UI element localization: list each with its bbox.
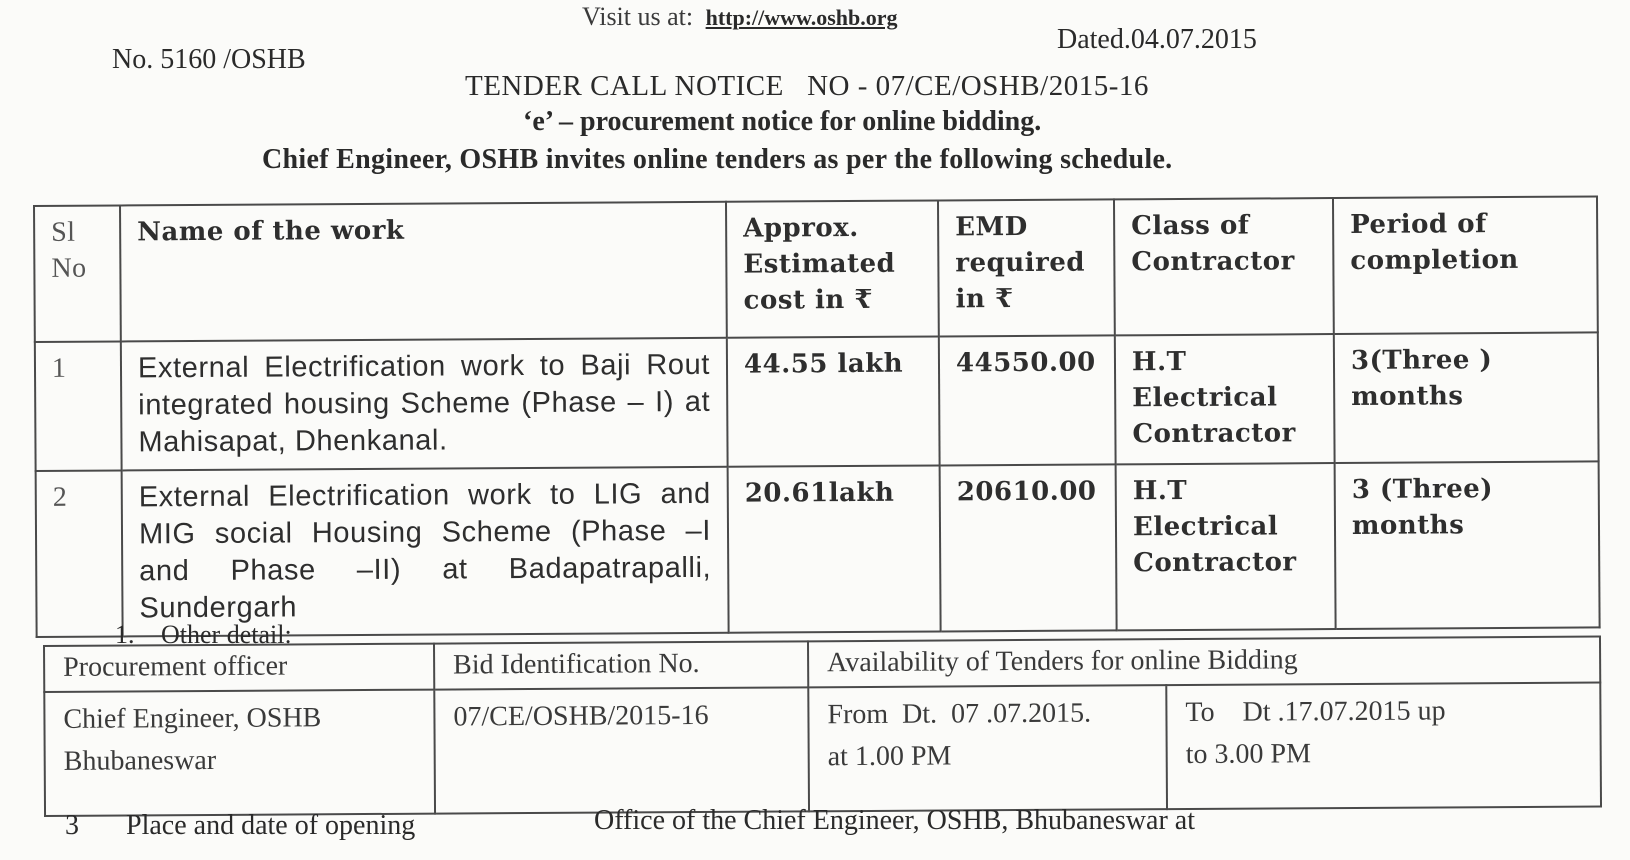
header-class: Class of Contractor	[1114, 198, 1334, 335]
e-procurement-heading: ‘e’ – procurement notice for online bidding.	[523, 106, 1042, 137]
sl-no-cell: 1	[35, 341, 122, 471]
opening-item-number: 3	[65, 810, 79, 841]
opening-place-label	[65, 810, 415, 842]
from-line-1: From Dt. 07 .07.2015.	[827, 697, 1092, 731]
work-name-cell: External Electrification work to Baji Rout integrated housing Scheme (Phase – I) at Mahisapat, Dhenkanal.	[121, 338, 728, 471]
header-emd: EMD required in ₹	[938, 199, 1115, 336]
detail-row	[44, 682, 1601, 816]
visit-label: Visit us at:	[582, 2, 694, 31]
cost-cell: 20.61lakh	[728, 465, 941, 632]
header-period: Period of completion	[1333, 196, 1598, 334]
sl-no-cell: 2	[36, 470, 123, 637]
other-detail-number: 1.	[115, 620, 135, 649]
date-line: Dated.04.07.2015	[1057, 24, 1257, 55]
bid-id-cell: 07/CE/OSHB/2015-16	[434, 687, 809, 813]
availability-from-cell	[808, 685, 1167, 811]
availability-to-cell	[1166, 682, 1601, 809]
officer-line-2: Bhubaneswar	[63, 744, 217, 777]
period-cell: 3 (Three) months	[1335, 461, 1600, 629]
officer-line-1: Chief Engineer, OSHB	[63, 702, 322, 735]
table-row	[36, 461, 1600, 637]
table-row	[35, 332, 1599, 471]
website-link[interactable]: http://www.oshb.org	[705, 5, 898, 30]
letter-number: No. 5160 /OSHB	[112, 44, 306, 75]
header-sl-no: Sl No	[34, 205, 121, 342]
other-detail-table	[43, 635, 1602, 817]
header-availability: Availability of Tenders for online Bidding	[808, 636, 1600, 687]
header-bid-id: Bid Identification No.	[434, 641, 808, 689]
opening-office: Office of the Chief Engineer, OSHB, Bhubaneswar at	[594, 805, 1195, 836]
from-line-2: at 1.00 PM	[827, 740, 952, 773]
procurement-officer-cell	[44, 690, 435, 816]
class-cell: H.T Electrical Contractor	[1116, 463, 1336, 630]
to-line-2: to 3.00 PM	[1185, 738, 1312, 771]
header-cost: Approx. Estimated cost in ₹	[726, 200, 939, 337]
header-procurement-officer: Procurement officer	[44, 644, 434, 692]
work-name-cell: External Electrification work to LIG and MIG social Housing Scheme (Phase –I and Phase –II) at Badapatrapalli, Sundergarh	[122, 467, 729, 637]
header-work-name: Name of the work	[120, 202, 727, 342]
class-cell: H.T Electrical Contractor	[1115, 334, 1335, 464]
period-cell: 3(Three ) months	[1334, 332, 1599, 463]
emd-cell: 20610.00	[940, 464, 1117, 631]
invitation-line: Chief Engineer, OSHB invites online tenders as per the following schedule.	[262, 144, 1173, 175]
cost-cell: 44.55 lakh	[727, 336, 940, 466]
notice-title: TENDER CALL NOTICE NO - 07/CE/OSHB/2015-16	[465, 70, 1149, 102]
emd-cell: 44550.00	[939, 335, 1116, 465]
website-line	[582, 2, 898, 32]
to-line-1: To Dt .17.07.2015 up	[1185, 695, 1446, 729]
tender-schedule-table	[33, 195, 1601, 638]
other-detail-label: Other detail:	[161, 620, 292, 649]
table-header-row	[34, 196, 1598, 342]
opening-label: Place and date of opening	[126, 810, 416, 841]
